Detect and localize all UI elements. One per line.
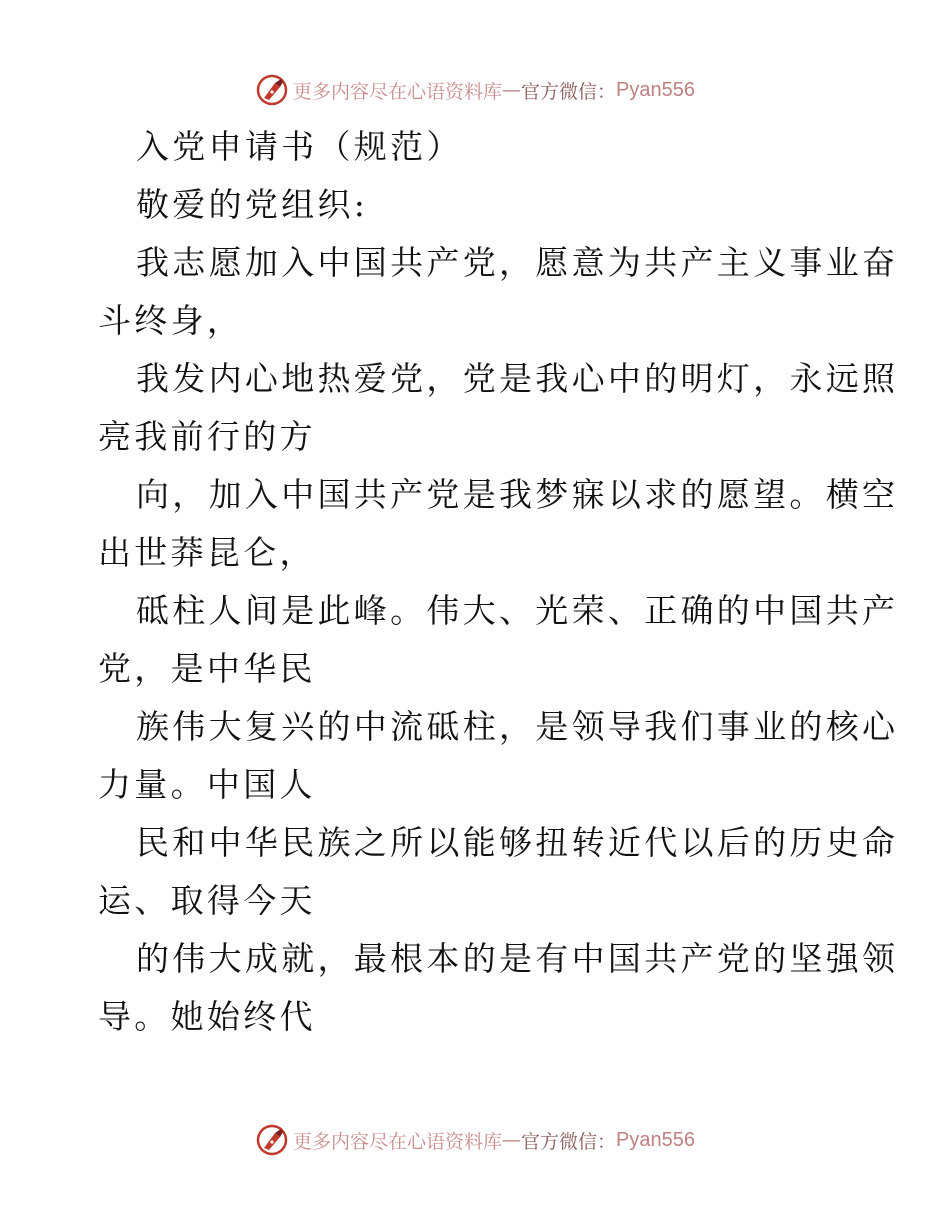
header-watermark	[0, 72, 950, 108]
watermark-dash: —	[502, 79, 522, 101]
footer-watermark	[0, 1122, 950, 1158]
paragraph-line: 出世莽昆仑，	[98, 533, 316, 572]
watermark-wechat-label: 官方微信：	[521, 1130, 617, 1153]
salutation: 敬爱的党组织:	[136, 185, 369, 224]
paragraph-line: 民和中华民族之所以能够扭转近代以后的历史命	[136, 823, 899, 862]
document-body	[98, 118, 899, 1046]
pen-nib-logo-icon	[255, 73, 289, 107]
paragraph-line: 砥柱人间是此峰。伟大、光荣、正确的中国共产	[136, 591, 899, 630]
paragraph-line: 族伟大复兴的中流砥柱，是领导我们事业的核心	[136, 707, 899, 746]
paragraph-line: 导。她始终代	[98, 997, 316, 1036]
watermark-wechat-id: Pyan556	[616, 78, 695, 101]
paragraph-line: 的伟大成就，最根本的是有中国共产党的坚强领	[136, 939, 899, 978]
paragraph-line: 我发内心地热爱党，党是我心中的明灯，永远照	[136, 359, 899, 398]
paragraph-line: 向，加入中国共产党是我梦寐以求的愿望。横空	[136, 475, 899, 514]
paragraph-line: 运、取得今天	[98, 881, 316, 920]
watermark-dash: —	[502, 1129, 522, 1151]
paragraph-line: 党，是中华民	[98, 649, 316, 688]
watermark-wechat-id: Pyan556	[616, 1128, 695, 1151]
watermark-site-text: 更多内容尽在心语资料库	[293, 80, 503, 103]
watermark-wechat-label: 官方微信：	[521, 80, 617, 103]
pen-nib-logo-icon	[255, 1123, 289, 1157]
document-title: 入党申请书（规范）	[136, 127, 463, 166]
paragraph-line: 亮我前行的方	[98, 417, 316, 456]
paragraph-line: 力量。中国人	[98, 765, 316, 804]
paragraph-line: 斗终身，	[98, 301, 244, 340]
watermark-site-text: 更多内容尽在心语资料库	[293, 1130, 503, 1153]
paragraph-line: 我志愿加入中国共产党，愿意为共产主义事业奋	[136, 243, 899, 282]
